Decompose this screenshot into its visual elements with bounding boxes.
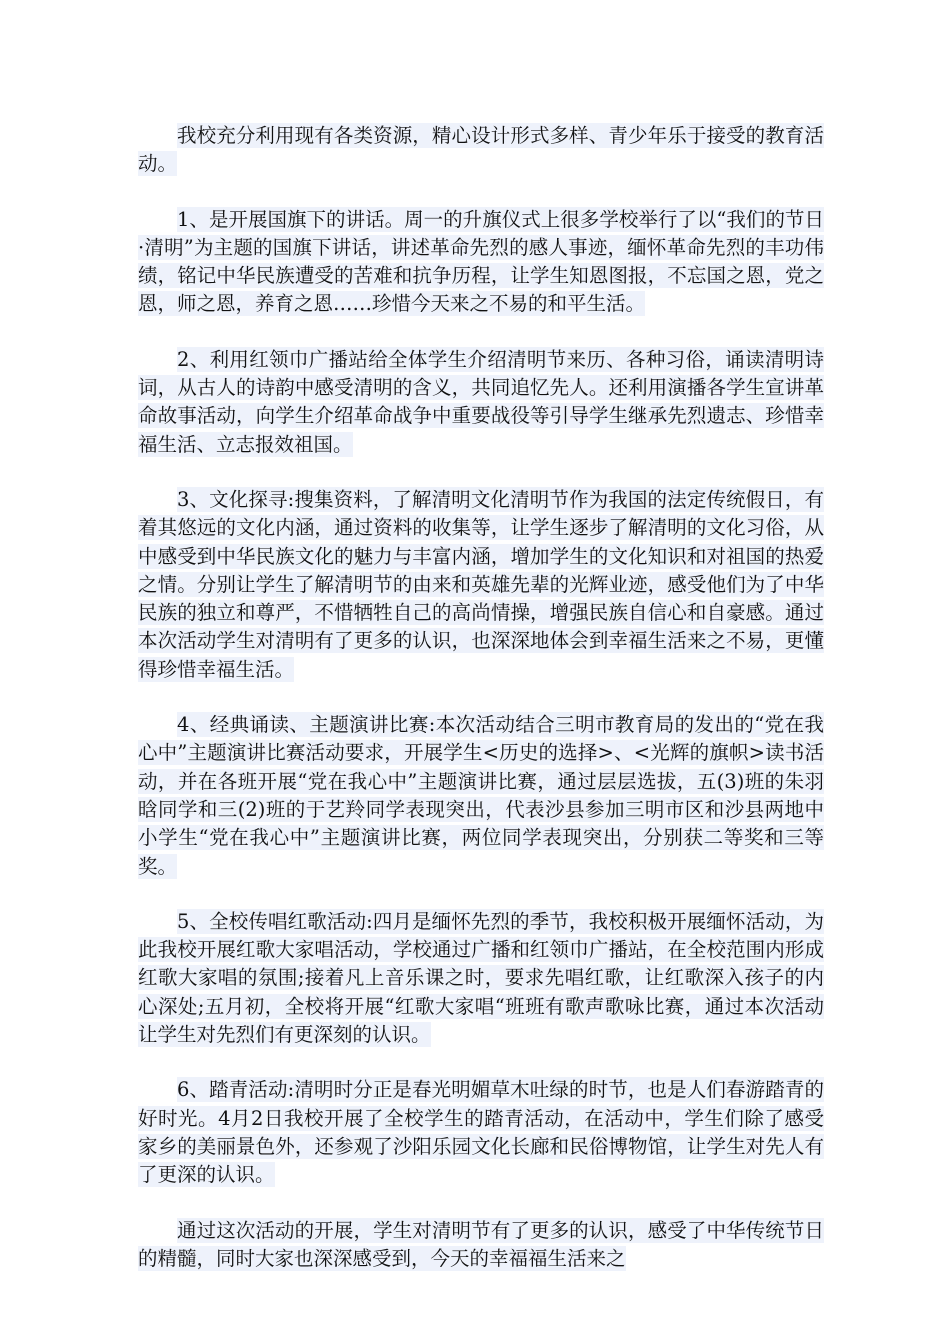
paragraph-text: 2、利用红领巾广播站给全体学生介绍清明节来历、各种习俗，诵读清明诗词，从古人的诗韵中感受清明的含义，共同追忆先人。还利用演播各学生宣讲革命故事活动，向学生介绍革命战争中重要战役等引导学生继承先烈遗志、珍惜幸福生活、立志报效祖国。	[138, 347, 824, 456]
paragraph-text: 3、文化探寻:搜集资料，了解清明文化清明节作为我国的法定传统假日，有着其悠远的文化内涵，通过资料的收集等，让学生逐步了解清明的文化习俗，从中感受到中华民族文化的魅力与丰富内涵，增加学生的文化知识和对祖国的热爱之情。分别让学生了解清明节的由来和英雄先辈的光辉业迹，感受他们为了中华民族的独立和尊严，不惜牺牲自己的高尚情操，增强民族自信心和自豪感。通过本次活动学生对清明有了更多的认识，也深深地体会到幸福生活来之不易，更懂得珍惜幸福生活。	[138, 487, 824, 681]
paragraph-item-2	[138, 346, 824, 459]
paragraph-item-6	[138, 1076, 824, 1189]
paragraph-intro	[138, 122, 824, 179]
paragraph-text: 5、全校传唱红歌活动:四月是缅怀先烈的季节，我校积极开展缅怀活动，为此我校开展红歌大家唱活动，学校通过广播和红领巾广播站，在全校范围内形成红歌大家唱的氛围;接着凡上音乐课之时，要求先唱红歌，让红歌深入孩子的内心深处;五月初，全校将开展“红歌大家唱“班班有歌声歌咏比赛，通过本次活动让学生对先烈们有更深刻的认识。	[138, 909, 824, 1047]
paragraph-text: 通过这次活动的开展，学生对清明节有了更多的认识，感受了中华传统节日的精髓，同时大家也深深感受到，今天的幸福福生活来之	[138, 1218, 824, 1270]
paragraph-item-1	[138, 206, 824, 319]
document-page	[138, 122, 824, 1300]
paragraph-text: 我校充分利用现有各类资源，精心设计形式多样、青少年乐于接受的教育活动。	[138, 124, 824, 176]
paragraph-item-5	[138, 908, 824, 1049]
paragraph-text: 1、是开展国旗下的讲话。周一的升旗仪式上很多学校举行了以“我们的节日·清明”为主题的国旗下讲话，讲述革命先烈的感人事迹，缅怀革命先烈的丰功伟绩，铭记中华民族遭受的苦难和抗争历程，让学生知恩图报，不忘国之恩，党之恩，师之恩，养育之恩……珍惜今天来之不易的和平生活。	[138, 207, 824, 316]
paragraph-text: 4、经典诵读、主题演讲比赛:本次活动结合三明市教育局的发出的“党在我心中”主题演讲比赛活动要求，开展学生<历史的选择>、<光辉的旗帜>读书活动，并在各班开展“党在我心中”主题演讲比赛，通过层层选拔，五(3)班的朱羽晗同学和三(2)班的于艺羚同学表现突出，代表沙县参加三明市区和沙县两地中小学生“党在我心中”主题演讲比赛，两位同学表现突出，分别获二等奖和三等奖。	[138, 713, 824, 878]
paragraph-conclusion	[138, 1217, 824, 1274]
paragraph-text: 6、踏青活动:清明时分正是春光明媚草木吐绿的时节，也是人们春游踏青的好时光。4月2日我校开展了全校学生的踏青活动，在活动中，学生们除了感受家乡的美丽景色外，还参观了沙阳乐园文化长廊和民俗博物馆，让学生对先人有了更深的认识。	[138, 1078, 824, 1187]
paragraph-item-3	[138, 486, 824, 684]
paragraph-item-4	[138, 711, 824, 881]
